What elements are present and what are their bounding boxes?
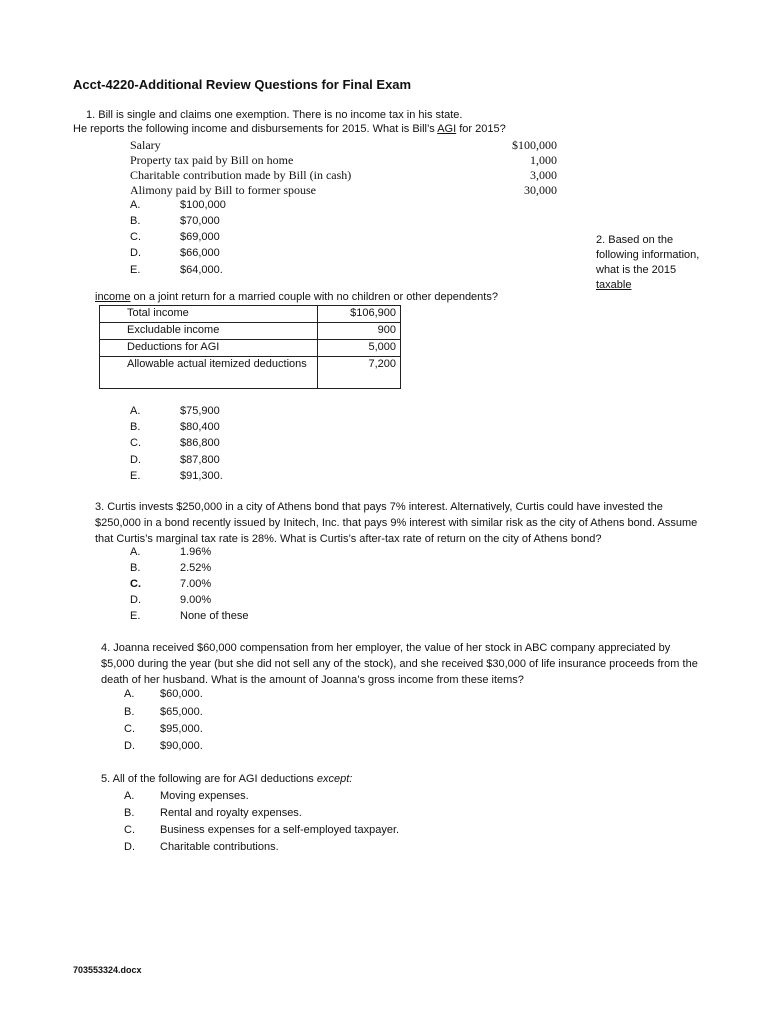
q2-income-term: income [95, 291, 131, 303]
q2-side-text [596, 233, 706, 293]
q2-option-letter: D. [130, 454, 141, 466]
q3-option-letter: C. [130, 578, 141, 590]
table-cell-label: Total income [100, 306, 318, 323]
q1-option-letter: B. [130, 215, 141, 227]
q1-item-value: 3,000 [530, 168, 557, 182]
q1-line2-post: for 2015? [456, 123, 506, 135]
q1-option-text: $70,000 [180, 215, 220, 227]
q3-text: 3. Curtis invests $250,000 in a city of Athens bond that pays 7% interest. Alternatively, Curtis could have invested the $250,000 in a bond recently issued by Initech, Inc. that pays 9% interest with similar risk as the city of Athens bond. Assume that Curtis’s marginal tax rate is 28%. What is Curtis’s after-tax rate of return on the city of Athens bond? [95, 501, 698, 545]
table-cell-value: 5,000 [318, 340, 401, 357]
q4-option-text: $60,000. [160, 688, 203, 700]
table-cell-label: Deductions for AGI [100, 340, 318, 357]
q2-taxable-term: taxable [596, 279, 632, 291]
q4-option-text: $65,000. [160, 706, 203, 718]
q3-option-text: 9.00% [180, 594, 212, 606]
q5-text [101, 773, 352, 785]
q5-option-text: Moving expenses. [160, 790, 249, 802]
q3-option-letter: D. [130, 594, 141, 606]
q1-line2-pre: He reports the following income and disbursements for 2015. What is Bill’s [73, 123, 438, 135]
q3-option-text: None of these [180, 610, 249, 622]
table-row [100, 357, 401, 389]
q2-option-text: $91,300. [180, 470, 223, 482]
q1-option-text: $69,000 [180, 231, 220, 243]
q3-option-text: 7.00% [180, 578, 212, 590]
q4-option-letter: D. [124, 740, 135, 752]
footer-filename: 703553324.docx [73, 965, 142, 975]
q2-option-letter: C. [130, 437, 141, 449]
q2-option-letter: B. [130, 421, 141, 433]
q2-option-text: $80,400 [180, 421, 220, 433]
q3-option-letter: B. [130, 562, 141, 574]
q5-text-main: 5. All of the following are for AGI deductions [101, 773, 317, 785]
q1-option-text: $64,000. [180, 264, 223, 276]
table-cell-value: 7,200 [318, 357, 401, 389]
q2-info-table [99, 305, 401, 389]
q3-option-text: 1.96% [180, 546, 212, 558]
q2-line-post: on a joint return for a married couple with no children or other dependents? [130, 291, 498, 303]
q2-line [95, 291, 498, 303]
q1-option-letter: A. [130, 199, 141, 211]
q5-option-text: Business expenses for a self-employed taxpayer. [160, 824, 400, 836]
q4-option-letter: A. [124, 688, 135, 700]
page-title: Acct-4220-Additional Review Questions for Final Exam [73, 77, 412, 92]
q1-item-value: 1,000 [530, 153, 557, 167]
q5-except-term: except: [316, 773, 353, 785]
q1-line1: 1. Bill is single and claims one exemption. There is no income tax in his state. [86, 109, 463, 121]
q4-option-letter: C. [124, 723, 135, 735]
table-row [100, 306, 401, 323]
q3-option-letter: E. [130, 610, 141, 622]
q2-option-letter: A. [130, 405, 141, 417]
table-row [100, 323, 401, 340]
q2-option-text: $87,800 [180, 454, 220, 466]
table-cell-label: Excludable income [100, 323, 318, 340]
q2-side-text-main: 2. Based on the following information, what is the 2015 [596, 234, 700, 276]
q1-item-value: $100,000 [512, 138, 557, 152]
q5-option-text: Charitable contributions. [160, 841, 279, 853]
q1-agi-term: AGI [437, 123, 457, 135]
q4-option-text: $95,000. [160, 723, 203, 735]
table-cell-value: $106,900 [318, 306, 401, 323]
q1-option-letter: C. [130, 231, 141, 243]
q5-option-text: Rental and royalty expenses. [160, 807, 302, 819]
q5-option-letter: A. [124, 790, 135, 802]
q5-option-letter: D. [124, 841, 135, 853]
q2-option-text: $75,900 [180, 405, 220, 417]
q1-line2 [73, 123, 506, 135]
table-cell-value: 900 [318, 323, 401, 340]
q1-item-label: Alimony paid by Bill to former spouse [130, 183, 316, 197]
q1-item-label: Property tax paid by Bill on home [130, 153, 294, 167]
q1-item-label: Salary [130, 138, 161, 152]
q1-item-label: Charitable contribution made by Bill (in cash) [130, 168, 352, 182]
q4-option-letter: B. [124, 706, 135, 718]
q1-item-value: 30,000 [524, 183, 557, 197]
q3-option-letter: A. [130, 546, 141, 558]
q2-option-text: $86,800 [180, 437, 220, 449]
q4-text: 4. Joanna received $60,000 compensation from her employer, the value of her stock in ABC company appreciated by $5,000 during the year (but she did not sell any of the stock), and she received $30,000 of life insurance proceeds from the death of her husband. What is the amount of Joanna’s gross income from these items? [101, 642, 698, 686]
q1-option-letter: E. [130, 264, 141, 276]
q5-option-letter: B. [124, 807, 135, 819]
q1-option-text: $100,000 [180, 199, 226, 211]
table-cell-label: Allowable actual itemized deductions [100, 357, 318, 389]
q2-option-letter: E. [130, 470, 141, 482]
q5-option-letter: C. [124, 824, 135, 836]
q1-option-text: $66,000 [180, 247, 220, 259]
table-row [100, 340, 401, 357]
q4-option-text: $90,000. [160, 740, 203, 752]
q3-option-text: 2.52% [180, 562, 212, 574]
q1-option-letter: D. [130, 247, 141, 259]
